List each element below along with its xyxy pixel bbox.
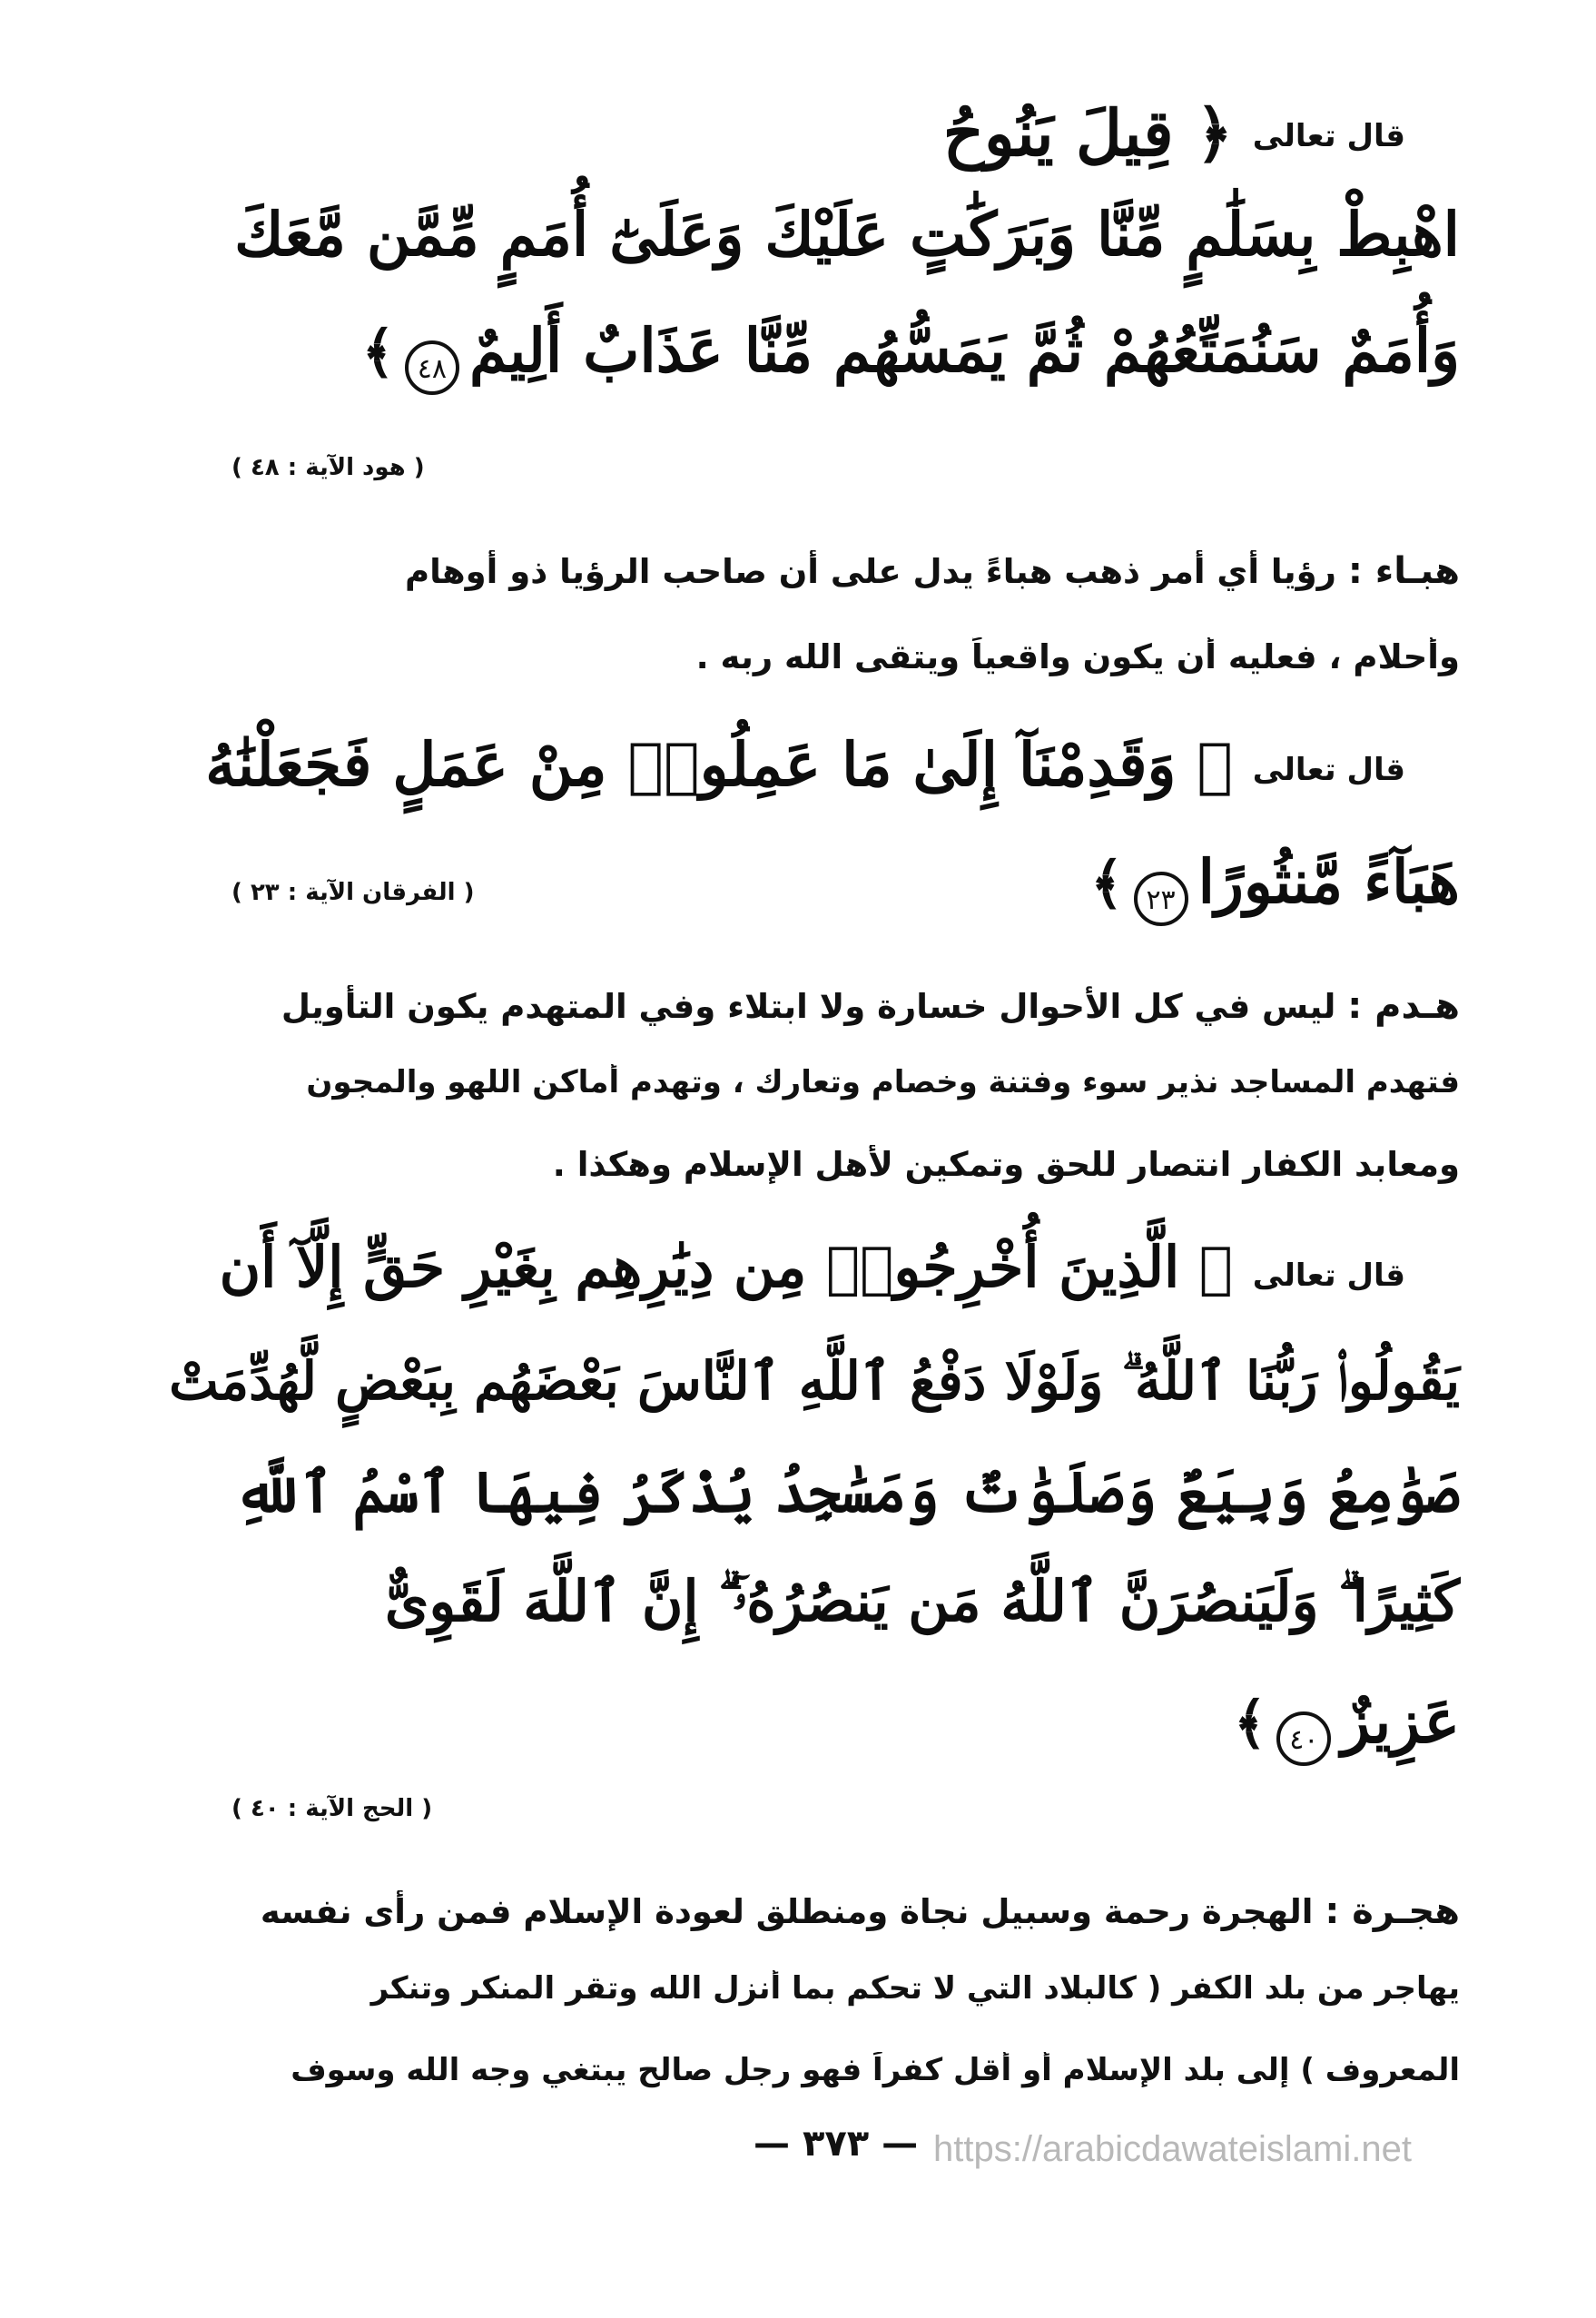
entry-paragraph-line [134, 550, 1460, 592]
entry-text: الهجرة رحمة وسبيل نجاة ومنطلق لعودة الإسلام فمن رأى نفسه [260, 1892, 1314, 1931]
entry-paragraph-line: فتهدم المساجد نذير سوء وفتنة وخصام وتعارك ، وتهدم أماكن اللهو والمجون [306, 1064, 1460, 1100]
verse-end-bracket: ﴾ [1090, 850, 1124, 916]
verse-intro: قال تعالى [1252, 752, 1405, 788]
entry-term: هبـاء : [1347, 550, 1460, 592]
entry-paragraph-line: يهاجر من بلد الكفر ( كالبلاد التي لا تحكم بما أنزل الله وتقر المنكر وتنكر [370, 1970, 1460, 2007]
surah-reference: ( هود الآية : ٤٨ ) [232, 454, 425, 481]
ayah-number-marker: ٢٣ [1134, 872, 1188, 926]
verse-text: وَأُمَمٌ سَنُمَتِّعُهُمْ ثُمَّ يَمَسُّهُم مِّنَّا عَذَابٌ أَلِيمٌ [468, 315, 1460, 386]
entry-paragraph-line: وأحلام ، فعليه أن يكون واقعياً ويتقى الله ربه . [695, 637, 1460, 676]
watermark: https://arabicdawateislami.net [933, 2129, 1412, 2169]
verse-line: ﴿ قِيلَ يَنُوحُ [942, 95, 1233, 171]
verse-line: يَقُولُوا۟ رَبُّنَا ٱللَّهُ ۗ وَلَوْلَا دَفْعُ ٱللَّهِ ٱلنَّاسَ بَعْضَهُم بِبَعْضٍ لَّهُدِّمَتْ [169, 1350, 1460, 1412]
verse-intro: قال تعالى [1252, 118, 1405, 154]
verse-end-bracket: ﴾ [361, 319, 395, 385]
entry-term: هجـرة : [1325, 1890, 1460, 1932]
surah-reference: ( الفرقان الآية : ٢٣ ) [232, 879, 475, 906]
entry-text: رؤيا أي أمر ذهب هباءً يدل على أن صاحب الرؤيا ذو أوهام [404, 552, 1336, 591]
verse-line: صَوَٰمِعُ وَبِيَعٌ وَصَلَوَٰتٌ وَمَسَٰجِدُ يُذْكَرُ فِيهَا ٱسْمُ ٱللَّهِ [234, 1459, 1460, 1525]
verse-line-with-ayah [134, 315, 1460, 395]
entry-paragraph-line [134, 985, 1460, 1027]
verse-intro: قال تعالى [1252, 1258, 1405, 1294]
entry-text: ليس في كل الأحوال خسارة ولا ابتلاء وفي المتهدم يكون التأويل [281, 987, 1336, 1026]
entry-paragraph-line [134, 1890, 1460, 1932]
entry-paragraph-line: المعروف ) إلى بلد الإسلام أو أقل كفراً فهو رجل صالح يبتغي وجه الله وسوف [291, 2052, 1460, 2088]
verse-text: هَبَآءً مَّنثُورًا [1197, 846, 1460, 917]
verse-line: ﴿ وَقَدِمْنَآ إِلَىٰ مَا عَمِلُوا۟ مِنْ عَمَلٍ فَجَعَلْنَٰهُ [205, 729, 1233, 800]
page-number: — ٣٧٣ — [754, 2123, 919, 2165]
surah-reference: ( الحج الآية : ٤٠ ) [232, 1795, 433, 1822]
ayah-number-marker: ٤٨ [405, 340, 459, 395]
verse-line: كَثِيرًا ۗ وَلَيَنصُرَنَّ ٱللَّهُ مَن يَنصُرُهُۥٓ ۗ إِنَّ ٱللَّهَ لَقَوِىٌّ [384, 1568, 1460, 1634]
verse-line-with-ayah [1233, 1686, 1460, 1766]
verse-line-with-ayah [1090, 846, 1460, 926]
entry-paragraph-line: ومعابد الكفار انتصار للحق وتمكين لأهل الإسلام وهكذا . [552, 1145, 1460, 1184]
verse-end-bracket: ﴾ [1233, 1690, 1267, 1756]
ayah-number-marker: ٤٠ [1276, 1711, 1331, 1766]
entry-term: هـدم : [1347, 985, 1460, 1027]
verse-text: عَزِيزٌ [1341, 1686, 1460, 1757]
verse-line: ﴿ الَّذِينَ أُخْرِجُوا۟ مِن دِيَٰرِهِم بِغَيْرِ حَقٍّ إِلَّآ أَن [219, 1234, 1233, 1300]
verse-line: اهْبِطْ بِسَلَٰمٍ مِّنَّا وَبَرَكَٰتٍ عَلَيْكَ وَعَلَىٰٓ أُمَمٍ مِّمَّن مَّعَكَ [234, 199, 1460, 270]
